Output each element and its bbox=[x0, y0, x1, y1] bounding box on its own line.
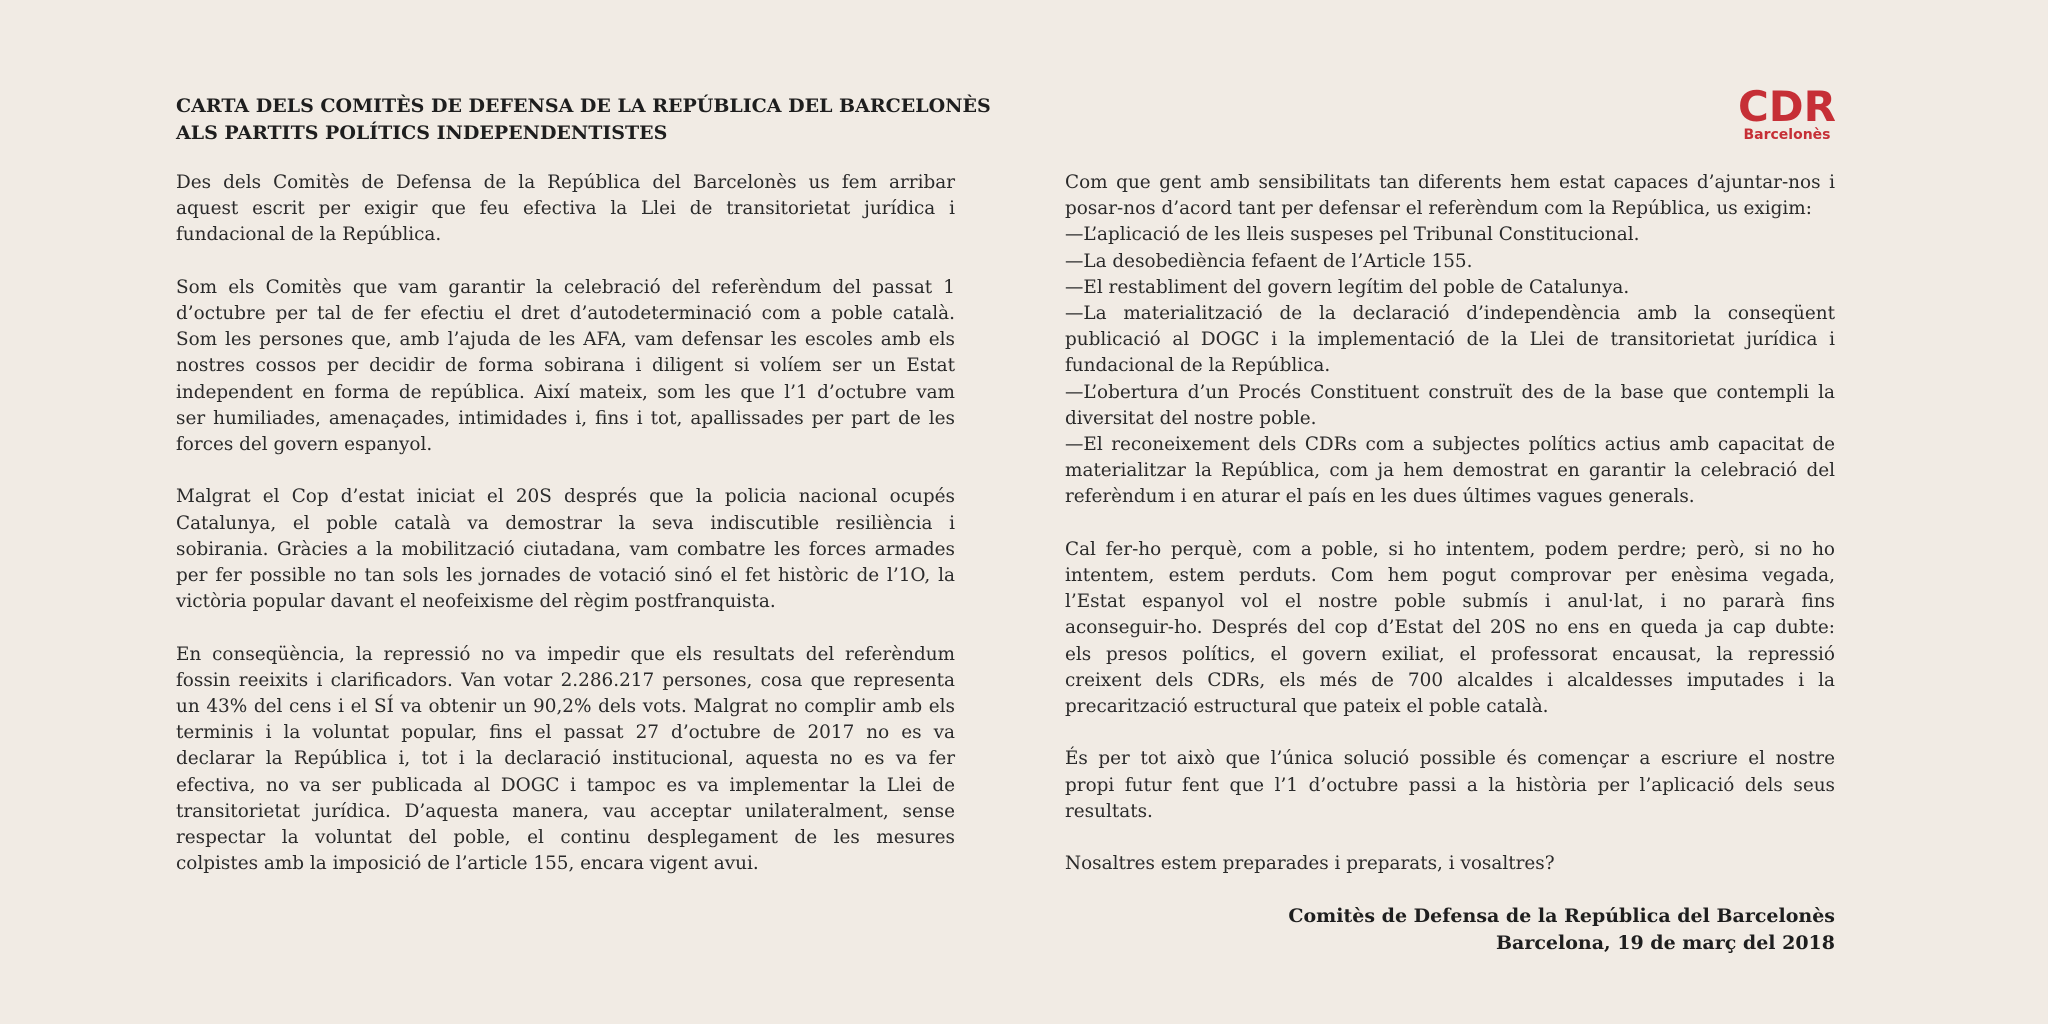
paragraph-line: Des dels Comitès de Defensa de la República del Barcelonès us fem arribar bbox=[176, 172, 955, 193]
cdr-logo-sub: Barcelonès bbox=[1743, 127, 1831, 143]
paragraph-line: —La materialització de la declaració d’independència amb la conseqüent bbox=[1065, 303, 1835, 325]
paragraph-line: —L’obertura d’un Procés Constituent construït des de la base que contempli la bbox=[1065, 381, 1835, 403]
left-column bbox=[176, 170, 955, 904]
paragraph-line: referèndum i en aturar el país en les dues últimes vagues generals. bbox=[1065, 486, 1695, 508]
paragraph bbox=[1065, 537, 1835, 720]
paragraph-line: fundacional de la República. bbox=[176, 224, 442, 246]
paragraph-line: fossin reeixits i clarificadors. Van votar 2.286.217 persones, cosa que representa bbox=[176, 669, 955, 691]
paragraph bbox=[176, 642, 955, 878]
paragraph-line: —L’aplicació de les lleis suspeses pel Tribunal Constitucional. bbox=[1065, 224, 1640, 246]
paragraph-line: Catalunya, el poble català va demostrar la seva indiscutible resiliència i bbox=[176, 512, 955, 534]
paragraph-line: aconseguir-ho. Després del cop d’Estat del 20S no ens en queda ja cap dubte: bbox=[1065, 617, 1835, 639]
paragraph-line: publicació al DOGC i la implementació de la Llei de transitorietat jurídica i bbox=[1065, 329, 1835, 351]
paragraph-line: Som les persones que, amb l’ajuda de les AFA, vam defensar les escoles amb els bbox=[176, 329, 955, 351]
paragraph-line: efectiva, no va ser publicada al DOGC i tampoc es va implementar la Llei de bbox=[176, 774, 955, 796]
paragraph-line: materialitzar la República, com ja hem demostrat en garantir la celebració del bbox=[1065, 460, 1835, 482]
paragraph bbox=[176, 170, 955, 249]
paragraph-line: precarització estructural que pateix el poble català. bbox=[1065, 696, 1549, 718]
paragraph-line: intentem, estem perduts. Com hem pogut comprovar per enèsima vegada, bbox=[1065, 565, 1835, 587]
paragraph-line: declarar la República i, tot i la declaració institucional, aquesta no es va fer bbox=[176, 748, 955, 770]
cdr-logo-main: CDR bbox=[1737, 82, 1837, 131]
cdr-logo bbox=[1736, 82, 1838, 144]
paragraph-line: colpistes amb la imposició de l’article 155, encara vigent avui. bbox=[176, 853, 759, 875]
signature-organization: Comitès de Defensa de la República del Barcelonès bbox=[1288, 905, 1835, 927]
paragraph bbox=[176, 275, 955, 458]
signature-place-date: Barcelona, 19 de març del 2018 bbox=[1495, 932, 1835, 954]
paragraph-line: ser humiliades, amenaçades, intimidades i, fins i tot, apallissades per part de les bbox=[176, 407, 955, 429]
paragraph-line: És per tot això que l’única solució possible és començar a escriure el nostre bbox=[1065, 748, 1835, 770]
paragraph-line: transitorietat jurídica. D’aquesta manera, vau acceptar unilateralment, sense bbox=[176, 800, 955, 822]
signature-block bbox=[1065, 903, 1835, 957]
paragraph-line: independent en forma de república. Així mateix, som les que l’1 d’octubre vam bbox=[176, 381, 955, 403]
paragraph-line: per fer possible no tan sols les jornades de votació sinó el fet històric de l’1O, la bbox=[176, 565, 955, 587]
paragraph-line: —El reconeixement dels CDRs com a subjectes polítics actius amb capacitat de bbox=[1065, 434, 1835, 456]
paragraph-line: l’Estat espanyol vol el nostre poble submís i anul·lat, i no pararà fins bbox=[1065, 591, 1835, 613]
paragraph-line: diversitat del nostre poble. bbox=[1065, 407, 1317, 429]
letter-title-line-1: CARTA DELS COMITÈS DE DEFENSA DE LA REPÚBLICA DEL BARCELONÈS bbox=[176, 95, 991, 117]
paragraph-line: Malgrat el Cop d’estat iniciat el 20S després que la policia nacional ocupés bbox=[176, 486, 955, 508]
letter-title bbox=[176, 93, 996, 147]
paragraph-line: Cal fer-ho perquè, com a poble, si ho intentem, podem perdre; però, si no ho bbox=[1065, 538, 1835, 560]
paragraph-line: fundacional de la República. bbox=[1065, 355, 1331, 377]
paragraph bbox=[1065, 170, 1835, 511]
paragraph-line: sobirania. Gràcies a la mobilització ciutadana, vam combatre les forces armades bbox=[176, 538, 955, 560]
paragraph-line: —El restabliment del govern legítim del poble de Catalunya. bbox=[1065, 276, 1630, 298]
paragraph-line: resultats. bbox=[1065, 800, 1153, 822]
paragraph-line: terminis i la voluntat popular, fins el passat 27 d’octubre de 2017 no es va bbox=[176, 722, 955, 744]
paragraph-line: d’octubre per tal de fer efectiu el dret d’autodeterminació com a poble català. bbox=[176, 303, 955, 324]
paragraph-line: aquest escrit per exigir que feu efectiva la Llei de transitorietat jurídica i bbox=[176, 198, 955, 220]
paragraph-line: En conseqüència, la repressió no va impedir que els resultats del referèndum bbox=[176, 643, 955, 665]
paragraph-line: Som els Comitès que vam garantir la celebració del referèndum del passat 1 bbox=[176, 276, 955, 298]
paragraph-line: posar-nos d’acord tant per defensar el referèndum com la República, us exigim: bbox=[1065, 198, 1812, 220]
paragraph-line: creixent dels CDRs, els més de 700 alcaldes i alcaldesses imputades i la bbox=[1065, 669, 1835, 691]
right-column bbox=[1065, 170, 1835, 904]
paragraph-line: els presos polítics, el govern exiliat, el professorat encausat, la repressió bbox=[1065, 643, 1835, 665]
paragraph bbox=[1065, 746, 1835, 825]
paragraph-line: victòria popular davant el neofeixisme del règim postfranquista. bbox=[176, 591, 776, 613]
paragraph-line: propi futur fent que l’1 d’octubre passi a la història per l’aplicació dels seus bbox=[1065, 774, 1835, 796]
paragraph-line: forces del govern espanyol. bbox=[176, 434, 433, 456]
paragraph-line: respectar la voluntat del poble, el continu desplegament de les mesures bbox=[176, 827, 955, 849]
paragraph-line: —La desobediència fefaent de l’Article 155. bbox=[1065, 250, 1473, 272]
paragraph bbox=[176, 484, 955, 615]
letter-title-line-2: ALS PARTITS POLÍTICS INDEPENDENTISTES bbox=[176, 122, 668, 144]
paragraph-line: Com que gent amb sensibilitats tan diferents hem estat capaces d’ajuntar-nos i bbox=[1065, 172, 1835, 193]
paragraph bbox=[1065, 851, 1835, 877]
paragraph-line: nostres cossos per decidir de forma sobirana i diligent si volíem ser un Estat bbox=[176, 355, 955, 377]
paragraph-line: Nosaltres estem preparades i preparats, i vosaltres? bbox=[1065, 853, 1555, 875]
paragraph-line: un 43% del cens i el SÍ va obtenir un 90,2% dels vots. Malgrat no complir amb els bbox=[176, 696, 955, 718]
